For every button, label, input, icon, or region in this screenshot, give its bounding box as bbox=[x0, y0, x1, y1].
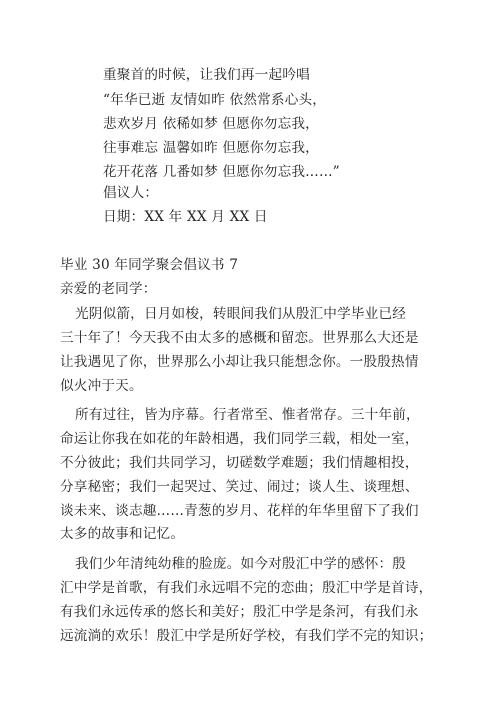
paragraph-line: 三十年了！今天我不由太多的感概和留恋。世界那么大还是 bbox=[60, 330, 419, 346]
paragraph-line: 有我们永远传承的悠长和美好；殷汇中学是条河，有我们永 bbox=[60, 604, 419, 620]
paragraph-line: 汇中学是首歌，有我们永远唱不完的恋曲；殷汇中学是首诗， bbox=[60, 580, 433, 596]
greeting: 亲爱的老同学： bbox=[60, 281, 157, 297]
paragraph-line: 似火冲于天。 bbox=[60, 378, 143, 394]
paragraph-line: 光阴似箭，日月如梭，转眼间我们从殷汇中学毕业已经 bbox=[75, 306, 407, 322]
paragraph-line: 分享秘密；我们一起哭过、笑过、闹过；谈人生、谈理想、 bbox=[60, 479, 419, 495]
initiator-label: 倡议人： bbox=[103, 185, 159, 201]
poem-line: “年华已逝 友情如昨 依然常系心头， bbox=[103, 92, 327, 108]
paragraph-line: 谈未来、谈志趣……青葱的岁月、花样的年华里留下了我们 bbox=[60, 503, 419, 519]
poem-line: 重聚首的时候，让我们再一起吟唱 bbox=[103, 67, 310, 83]
section-title: 毕业 30 年同学聚会倡议书 7 bbox=[60, 257, 239, 273]
date-line: 日期：XX 年 XX 月 XX 日 bbox=[103, 209, 268, 225]
paragraph-line: 所有过往，皆为序幕。行者常至、惟者常存。三十年前， bbox=[75, 407, 420, 423]
poem-line: 悲欢岁月 依稀如梦 但愿你勿忘我， bbox=[103, 116, 319, 132]
paragraph-line: 远流淌的欢乐！殷汇中学是所好学校，有我们学不完的知识； bbox=[60, 628, 433, 644]
paragraph-line: 让我遇见了你，世界那么小却让我只能想念你。一股殷热情 bbox=[60, 354, 419, 370]
poem-line: 花开花落 几番如梦 但愿你勿忘我……” bbox=[103, 164, 340, 180]
poem-line: 往事难忘 温馨如昨 但愿你勿忘我， bbox=[103, 140, 319, 156]
paragraph-line: 我们少年清纯幼稚的脸庞。如今对殷汇中学的感怀：殷 bbox=[75, 556, 407, 572]
paragraph-line: 不分彼此；我们共同学习，切磋数学难题；我们情趣相投， bbox=[60, 455, 419, 471]
paragraph-line: 命运让你我在如花的年龄相遇，我们同学三载，相处一室， bbox=[60, 431, 419, 447]
paragraph-line: 太多的故事和记忆。 bbox=[60, 526, 185, 542]
